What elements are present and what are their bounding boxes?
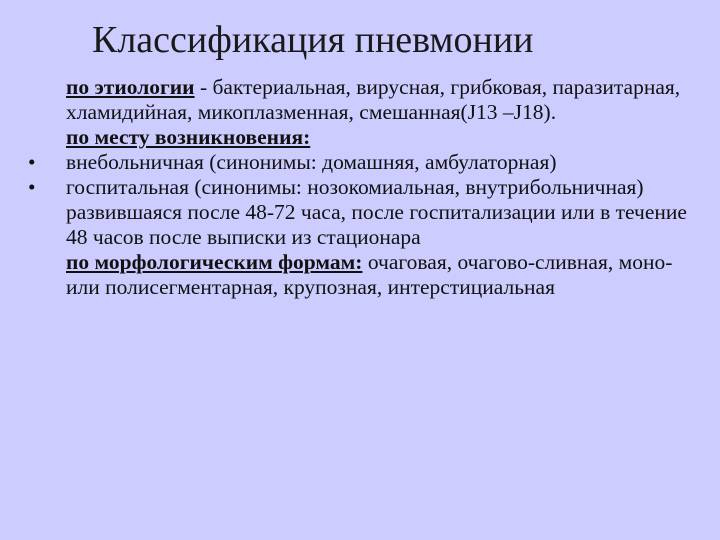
etiology-text: - бактериальная, вирусная, грибковая, паразитарная, хламидийная, микоплазменная, смешанная(J13 –J18). [66,75,681,124]
etiology-paragraph [0,75,692,125]
bullet-text-hospital: госпитальная (синонимы: нозокомиальная, внутрибольничная) развившаяся после 48-72 часа, после госпитализации или в течение 48 часов после выписки из стационара [66,175,687,249]
bullet-item-hospital [0,175,692,250]
morphology-paragraph [0,250,692,300]
place-heading-paragraph [0,125,692,150]
bullet-text-community: внебольничная (синонимы: домашняя, амбулаторная) [66,150,557,174]
bullet-item-community [0,150,692,175]
morphology-heading: по морфологическим формам: [66,250,363,274]
place-heading: по месту возникновения: [66,125,311,149]
slide-title: Классификация пневмонии [92,19,534,61]
slide-content [0,75,720,300]
bullet-marker: • [28,175,36,199]
morphology-text: очаговая, очагово-сливная, моно- или полисегментарная, крупозная, интерстициальная [66,250,673,299]
etiology-heading: по этиологии [66,75,195,99]
bullet-marker: • [28,150,36,174]
